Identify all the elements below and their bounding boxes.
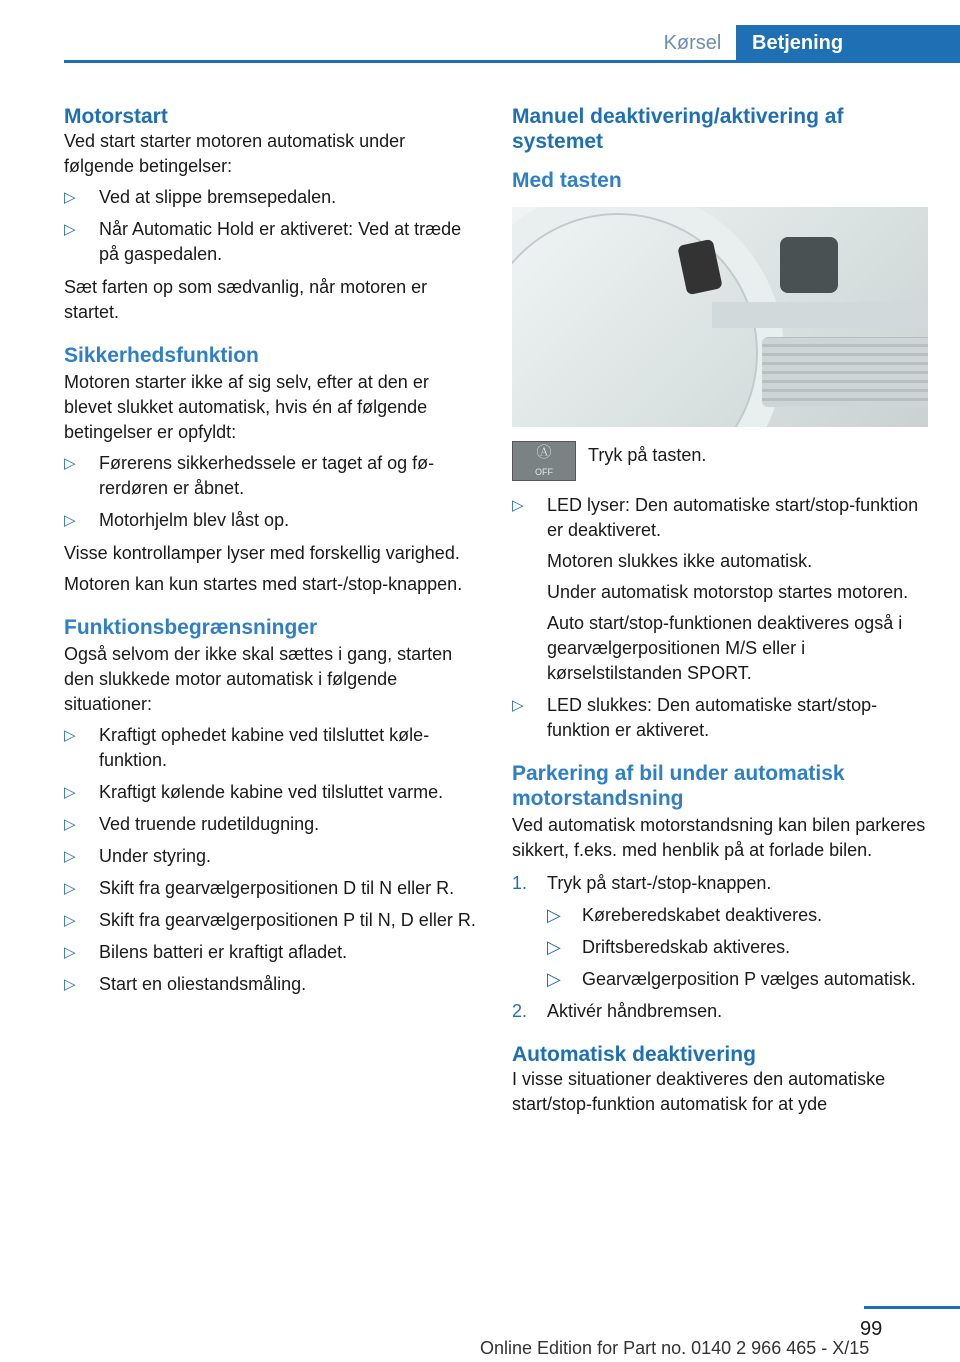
list-item: ▷ Førerens sikkerhedssele er taget af og førerdøren er åbnet. [64,453,435,498]
header-rule [64,60,960,63]
list-item: ▷ Gearvælgerposition P vælges automatisk. [547,967,928,992]
list-item: ▷ Ved truende rudetildugning. [64,812,476,837]
triangle-bullet-icon: ▷ [64,727,76,744]
heading-funktionsbegraensninger: Funktionsbegrænsninger [64,616,318,639]
heading-sikkerhedsfunktion: Sikkerhedsfunktion [64,344,259,367]
motorstart-after: Sæt farten op som sædvanlig, når motoren er startet. [64,277,428,322]
list-item: ▷ Start en oliestandsmåling. [64,972,476,997]
triangle-bullet-icon: ▷ [64,221,76,238]
header-section-tab[interactable]: Kørsel [663,32,722,54]
list-item: ▷ Køreberedskabet deaktiveres. [547,903,928,928]
triangle-bullet-icon: ▷ [547,969,561,989]
cockpit-photo [512,207,928,427]
motorstart-intro: Ved start starter motoren automatisk under følgende betingelser: [64,131,406,176]
page-number: 99 [860,1318,883,1340]
heading-motorstart: Motorstart [64,105,168,128]
left-column [64,104,476,1005]
list-item: ▷ Når Automatic Hold er aktiveret: Ved at træde på gaspedalen. [64,219,462,264]
begraensning-intro: Også selvom der ikke skal sættes i gang, starten den slukkede motor automatisk i følgende situationer: [64,644,453,714]
list-item: ▷ Under styring. [64,844,476,869]
step-number: 1. [512,873,528,893]
auto-start-stop-off-button-icon: Ⓐ OFF [512,441,576,481]
footer-rule [864,1306,960,1309]
heading-manuel-deaktivering: Manuel deaktivering/aktivering af systemet [512,105,844,153]
motorstart-list [64,185,476,267]
list-item: ▷ Motorhjelm blev låst op. [64,508,476,533]
list-item: 1. Tryk på start-/stop-knappen. ▷ Køreberedskabet deaktiveres. ▷ Driftsberedskab aktiveres. ▷ Gearvælgerposition P vælges automatisk. [512,871,928,992]
key-instruction-text: Tryk på tasten. [588,445,707,465]
triangle-bullet-icon: ▷ [64,848,76,865]
triangle-bullet-icon: ▷ [547,905,561,925]
sikkerhed-intro: Motoren starter ikke af sig selv, efter at den er blevet slukket automatisk, hvis én af følgende betingelser er opfyldt: [64,372,429,442]
triangle-bullet-icon: ▷ [547,937,561,957]
right-column [512,104,928,1123]
list-item: ▷ Ved at slippe bremsepedalen. [64,185,476,210]
parkering-steps [512,871,928,1024]
list-item: 2. Aktivér håndbremsen. [512,999,928,1024]
triangle-bullet-icon: ▷ [64,455,76,472]
list-item: ▷ Skift fra gearvælgerpositionen D til N eller R. [64,876,476,901]
step-number: 2. [512,1001,528,1021]
automatisk-intro: I visse situationer deaktiveres den automatiske start/stop-funktion automatisk for at yde [512,1069,886,1114]
heading-automatisk-deaktivering: Automatisk deaktivering [512,1043,756,1066]
header-chapter-tab[interactable]: Betjening [736,25,960,61]
list-item: ▷ Skift fra gearvælgerpositionen P til N, D eller R. [64,908,476,933]
button-panel-shape [780,237,838,293]
begraensning-list [64,723,476,997]
dashboard-shape [712,302,928,328]
sikkerhed-list [64,451,476,533]
list-item: ▷ LED lyser: Den automatiske start/stop-funktion er deaktiveret. Motoren slukkes ikke automatisk. Under automatisk motorstop startes motoren. Auto start/stop-funktionen deaktiveres også i gearvælgerpositionen M/S eller i kørselstilstanden SPORT. [512,495,919,683]
list-item: ▷ Bilens batteri er kraftigt afladet. [64,940,476,965]
led-status-list [512,493,928,743]
triangle-bullet-icon: ▷ [64,880,76,897]
list-item: ▷ Driftsberedskab aktiveres. [547,935,928,960]
triangle-bullet-icon: ▷ [512,697,524,714]
triangle-bullet-icon: ▷ [64,944,76,961]
air-vent-shape [762,337,928,407]
triangle-bullet-icon: ▷ [512,497,524,514]
triangle-bullet-icon: ▷ [64,976,76,993]
edition-text: Online Edition for Part no. 0140 2 966 465 - X/15 [480,1338,870,1358]
list-item: ▷ LED slukkes: Den automatiske start/stop-funktion er aktiveret. [512,695,878,740]
sikkerhed-after-1: Visse kontrollamper lyser med forskellig varighed. [64,543,460,563]
heading-med-tasten: Med tasten [512,169,622,192]
heading-parkering: Parkering af bil under automatisk motorstandsning [512,762,845,810]
sikkerhed-after-2: Motoren kan kun startes med start-/stop-knappen. [64,574,463,594]
list-item: ▷ Kraftigt ophedet kabine ved tilsluttet kølefunktion. [64,725,430,770]
triangle-bullet-icon: ▷ [64,816,76,833]
triangle-bullet-icon: ▷ [64,189,76,206]
key-instruction [512,441,928,483]
triangle-bullet-icon: ▷ [64,784,76,801]
list-item: ▷ Kraftigt kølende kabine ved tilsluttet varme. [64,780,476,805]
triangle-bullet-icon: ▷ [64,912,76,929]
parkering-intro: Ved automatisk motorstandsning kan bilen parkeres sikkert, f.eks. med henblik på at forlade bilen. [512,815,926,860]
triangle-bullet-icon: ▷ [64,512,76,529]
